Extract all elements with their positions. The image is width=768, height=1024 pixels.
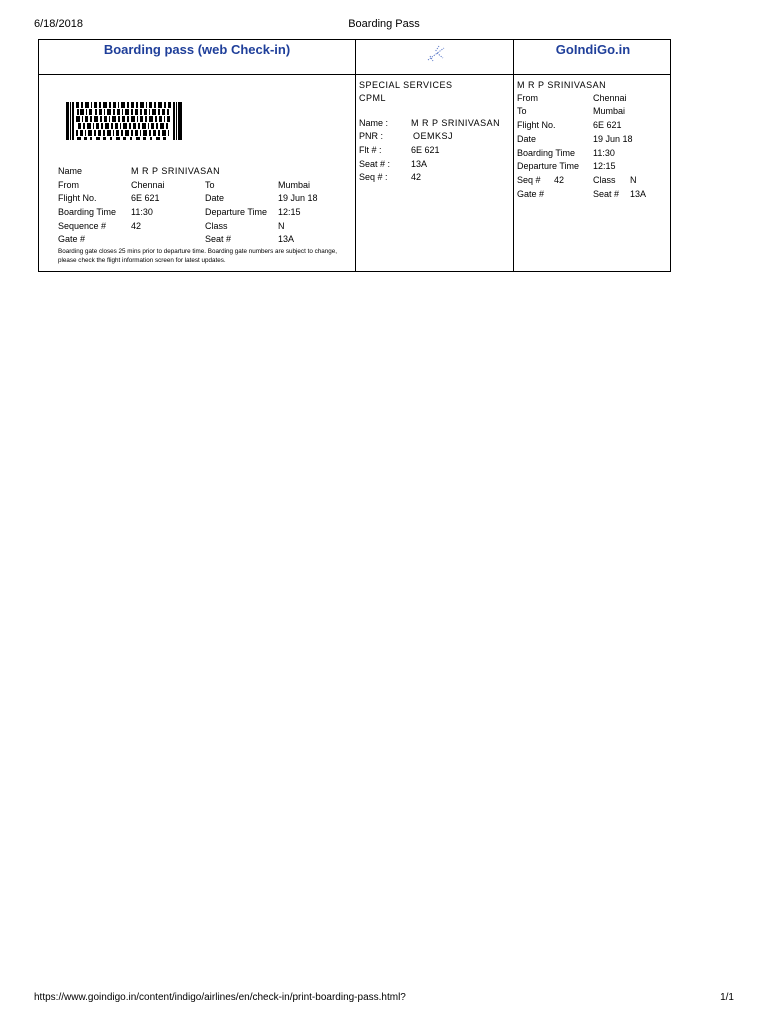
goindigo-title: GoIndiGo.in [555,42,631,57]
service-code: CPML [359,93,387,103]
name-label: Name [58,166,83,176]
stub-from-label: From [517,93,538,103]
stub-from-value: Chennai [593,93,627,103]
stub-class-value: N [630,175,637,185]
stub-boarding-label: Boarding Time [517,148,576,158]
pnr-label: PNR : [359,131,384,141]
header-divider [39,74,670,75]
from-value: Chennai [131,180,165,190]
boarding-time-label: Boarding Time [58,207,117,217]
stub-seat-value: 13A [630,189,647,199]
stub-date-value: 19 Jun 18 [593,134,633,144]
page-footer-number: 1/1 [720,992,734,1003]
sequence-value: 42 [131,221,142,231]
seat-label: Seat # [205,234,232,244]
boarding-gate-notice: Boarding gate closes 25 mins prior to departure time. Boarding gate numbers are subject to change, please check the flight information screen for latest updates. [58,248,337,264]
pnr-value: OEMKSJ [413,131,454,141]
flt-label: Flt # : [359,145,382,155]
stub-seq-value: 42 [554,175,565,185]
stub-date-label: Date [517,134,537,144]
stub-gate-label: Gate # [517,189,545,199]
to-label: To [205,180,215,190]
departure-time-label: Departure Time [205,207,268,217]
pdf417-barcode-icon [66,102,182,140]
gate-label: Gate # [58,234,86,244]
flight-value: 6E 621 [131,193,160,203]
from-label: From [58,180,79,190]
middle-name-label: Name : [359,118,389,128]
departure-time-value: 12:15 [278,207,301,217]
passenger-name: M R P SRINIVASAN [131,166,221,176]
stub-flight-value: 6E 621 [593,120,622,130]
page-footer-url: https://www.goindigo.in/content/indigo/airlines/en/check-in/print-boarding-pass.html? [34,992,406,1003]
stub-to-label: To [517,106,527,116]
special-services-label: SPECIAL SERVICES [359,80,453,90]
stub-name: M R P SRINIVASAN [517,80,607,90]
flt-value: 6E 621 [411,145,440,155]
boarding-pass [38,39,671,272]
date-value: 19 Jun 18 [278,193,318,203]
boarding-pass-title: Boarding pass (web Check-in) [103,42,291,57]
stub-boarding-value: 11:30 [593,148,615,158]
flight-label: Flight No. [58,193,97,203]
stub-flight-label: Flight No. [517,120,556,130]
stub-departure-value: 12:15 [593,161,616,171]
seat-value: 13A [278,234,295,244]
middle-seq-value: 42 [411,172,422,182]
stub-seq-label: Seq # [517,175,541,185]
middle-seat-label: Seat # : [359,159,391,169]
class-label: Class [205,221,228,231]
page-header-date: 6/18/2018 [34,18,83,30]
stub-seat-label: Seat # [593,189,620,199]
to-value: Mumbai [278,180,311,190]
stub-class-label: Class [593,175,616,185]
date-label: Date [205,193,225,203]
page-header-title: Boarding Pass [348,18,420,30]
class-value: N [278,221,285,231]
boarding-time-value: 11:30 [131,207,153,217]
middle-seat-value: 13A [411,159,428,169]
middle-seq-label: Seq # : [359,172,388,182]
middle-name-value: M R P SRINIVASAN [411,118,501,128]
airplane-takeoff-icon [425,42,447,64]
stub-departure-label: Departure Time [517,161,580,171]
stub-to-value: Mumbai [593,106,626,116]
sequence-label: Sequence # [58,221,107,231]
